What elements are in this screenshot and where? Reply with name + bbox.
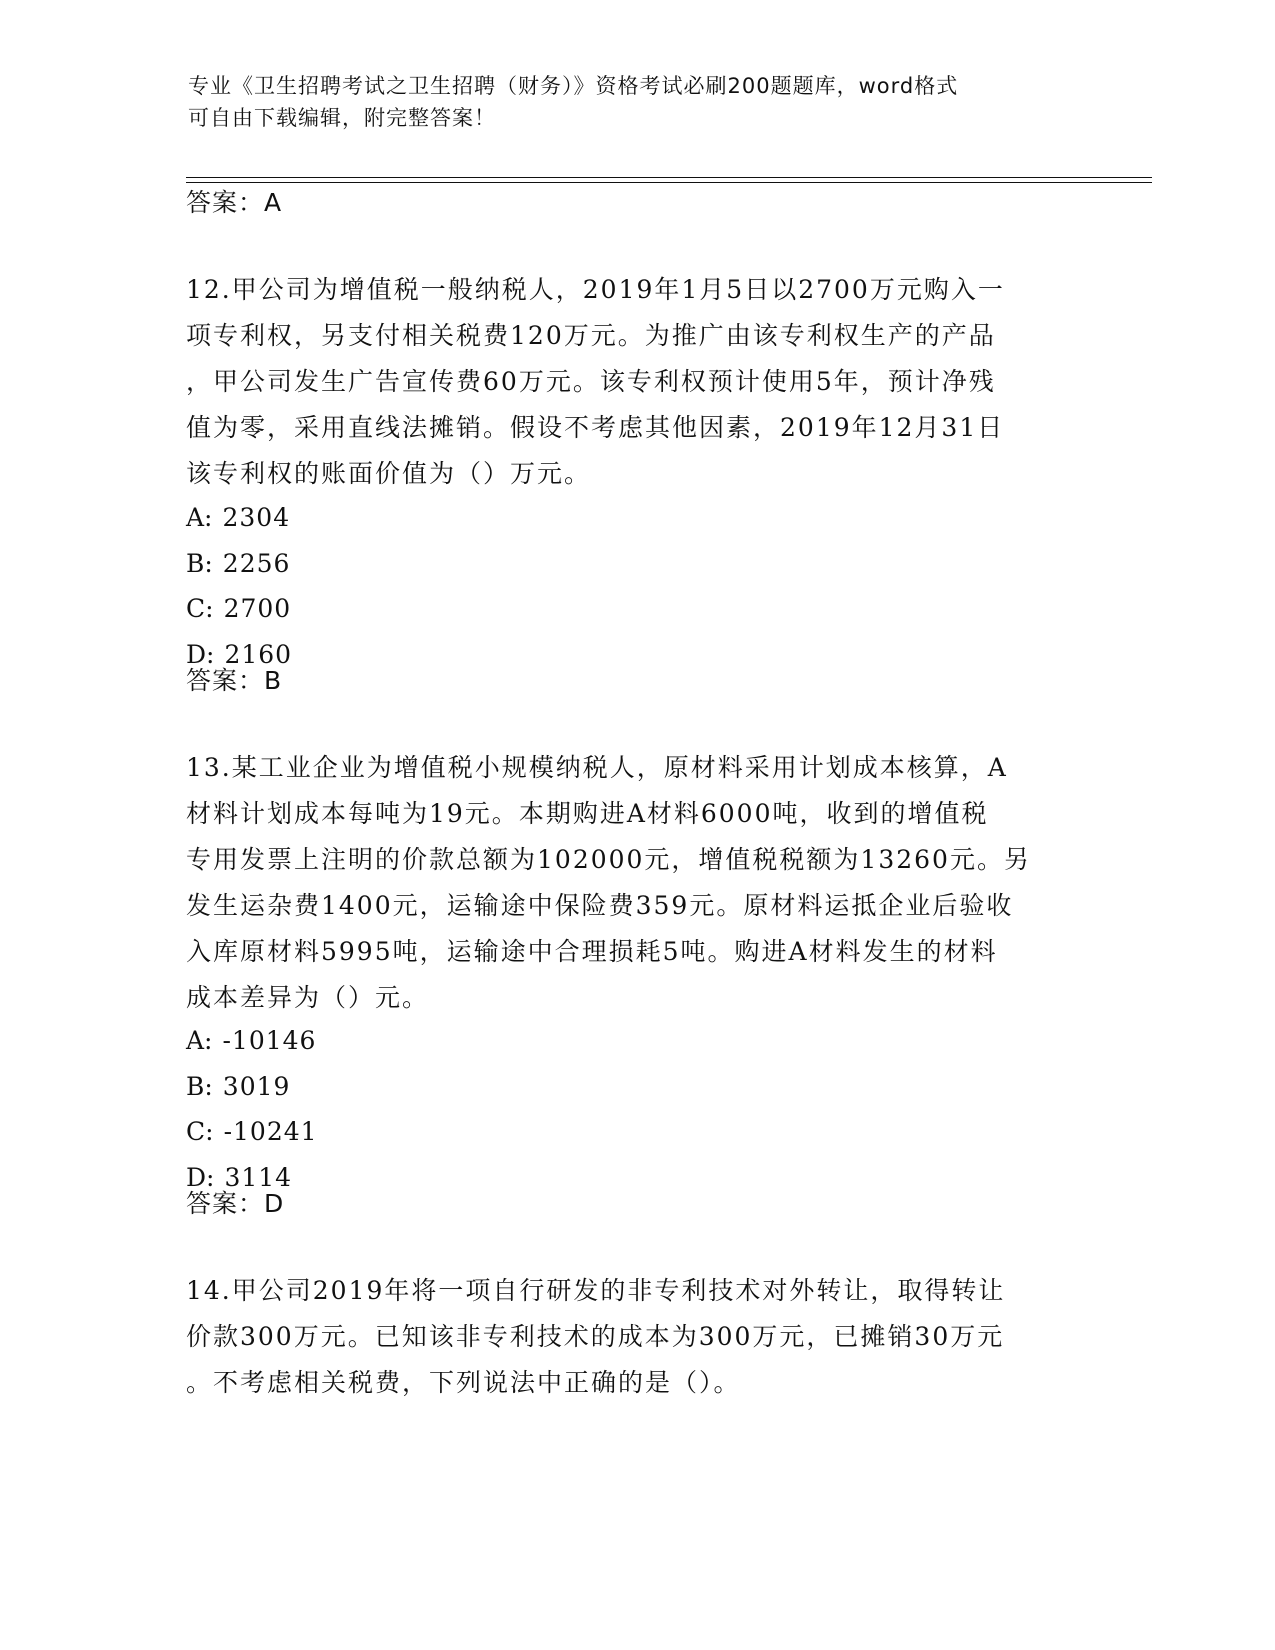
header-line: 可自由下载编辑，附完整答案！ [188, 106, 496, 130]
option-value: 2304 [222, 503, 291, 532]
question-line: 专用发票上注明的价款总额为102000元，增值税税额为13260元。另 [186, 845, 1031, 874]
option-letter: B: [186, 1071, 213, 1101]
question-12-text [186, 267, 1086, 497]
option-letter: C: [186, 594, 214, 623]
header-divider [186, 177, 1152, 178]
question-line: 该专利权的账面价值为（）万元。 [186, 459, 592, 488]
question-line: 材料计划成本每吨为19元。本期购进A材料6000吨，收到的增值税 [186, 799, 989, 828]
question-line: 成本差异为（）元。 [186, 983, 430, 1012]
question-line: 。不考虑相关税费，下列说法中正确的是（）。 [186, 1368, 741, 1397]
option-b [186, 1064, 318, 1110]
option-value: -10146 [222, 1026, 317, 1055]
question-line: 项专利权，另支付相关税费120万元。为推广由该专利权生产的产品 [186, 321, 996, 350]
question-14-text [186, 1268, 1086, 1406]
option-a [186, 495, 292, 541]
question-13-text [186, 745, 1086, 1021]
question-line: ，甲公司发生广告宣传费60万元。该专利权预计使用5年，预计净残 [186, 367, 996, 396]
answer-line: 答案：A [186, 188, 283, 217]
option-letter: A: [186, 1026, 213, 1055]
question-line: 入库原材料5995吨，运输途中合理损耗5吨。购进A材料发生的材料 [186, 937, 998, 966]
question-12-options [186, 495, 292, 677]
question-line: 13.某工业企业为增值税小规模纳税人，原材料采用计划成本核算，A [186, 753, 1008, 782]
question-13-options [186, 1018, 318, 1200]
document-header [188, 70, 1068, 134]
question-line: 值为零，采用直线法摊销。假设不考虑其他因素，2019年12月31日 [186, 413, 1005, 442]
option-value: 3019 [222, 1071, 291, 1101]
answer-line: 答案：D [186, 1189, 285, 1218]
question-line: 发生运杂费1400元，运输途中保险费359元。原材料运抵企业后验收 [186, 891, 1014, 920]
question-line: 价款300万元。已知该非专利技术的成本为300万元，已摊销30万元 [186, 1322, 1005, 1351]
question-line: 14.甲公司2019年将一项自行研发的非专利技术对外转让，取得转让 [186, 1276, 1006, 1305]
option-a [186, 1018, 318, 1064]
option-letter: B: [186, 548, 213, 578]
option-b [186, 541, 292, 587]
option-c [186, 586, 292, 632]
option-value: 3114 [224, 1162, 293, 1192]
option-value: 2256 [222, 548, 291, 578]
option-value: 2160 [224, 639, 293, 669]
option-value: 2700 [223, 594, 292, 623]
option-c [186, 1109, 318, 1155]
header-line: 专业《卫生招聘考试之卫生招聘（财务）》资格考试必刷200题题库，word格式 [188, 74, 959, 98]
header-divider [186, 182, 1152, 183]
option-letter: C: [186, 1117, 214, 1146]
option-letter: D: [186, 1162, 215, 1192]
option-letter: D: [186, 639, 215, 669]
option-value: -10241 [223, 1117, 318, 1146]
question-line: 12.甲公司为增值税一般纳税人，2019年1月5日以2700万元购入一 [186, 275, 1005, 304]
option-letter: A: [186, 503, 213, 532]
answer-line: 答案：B [186, 666, 283, 695]
